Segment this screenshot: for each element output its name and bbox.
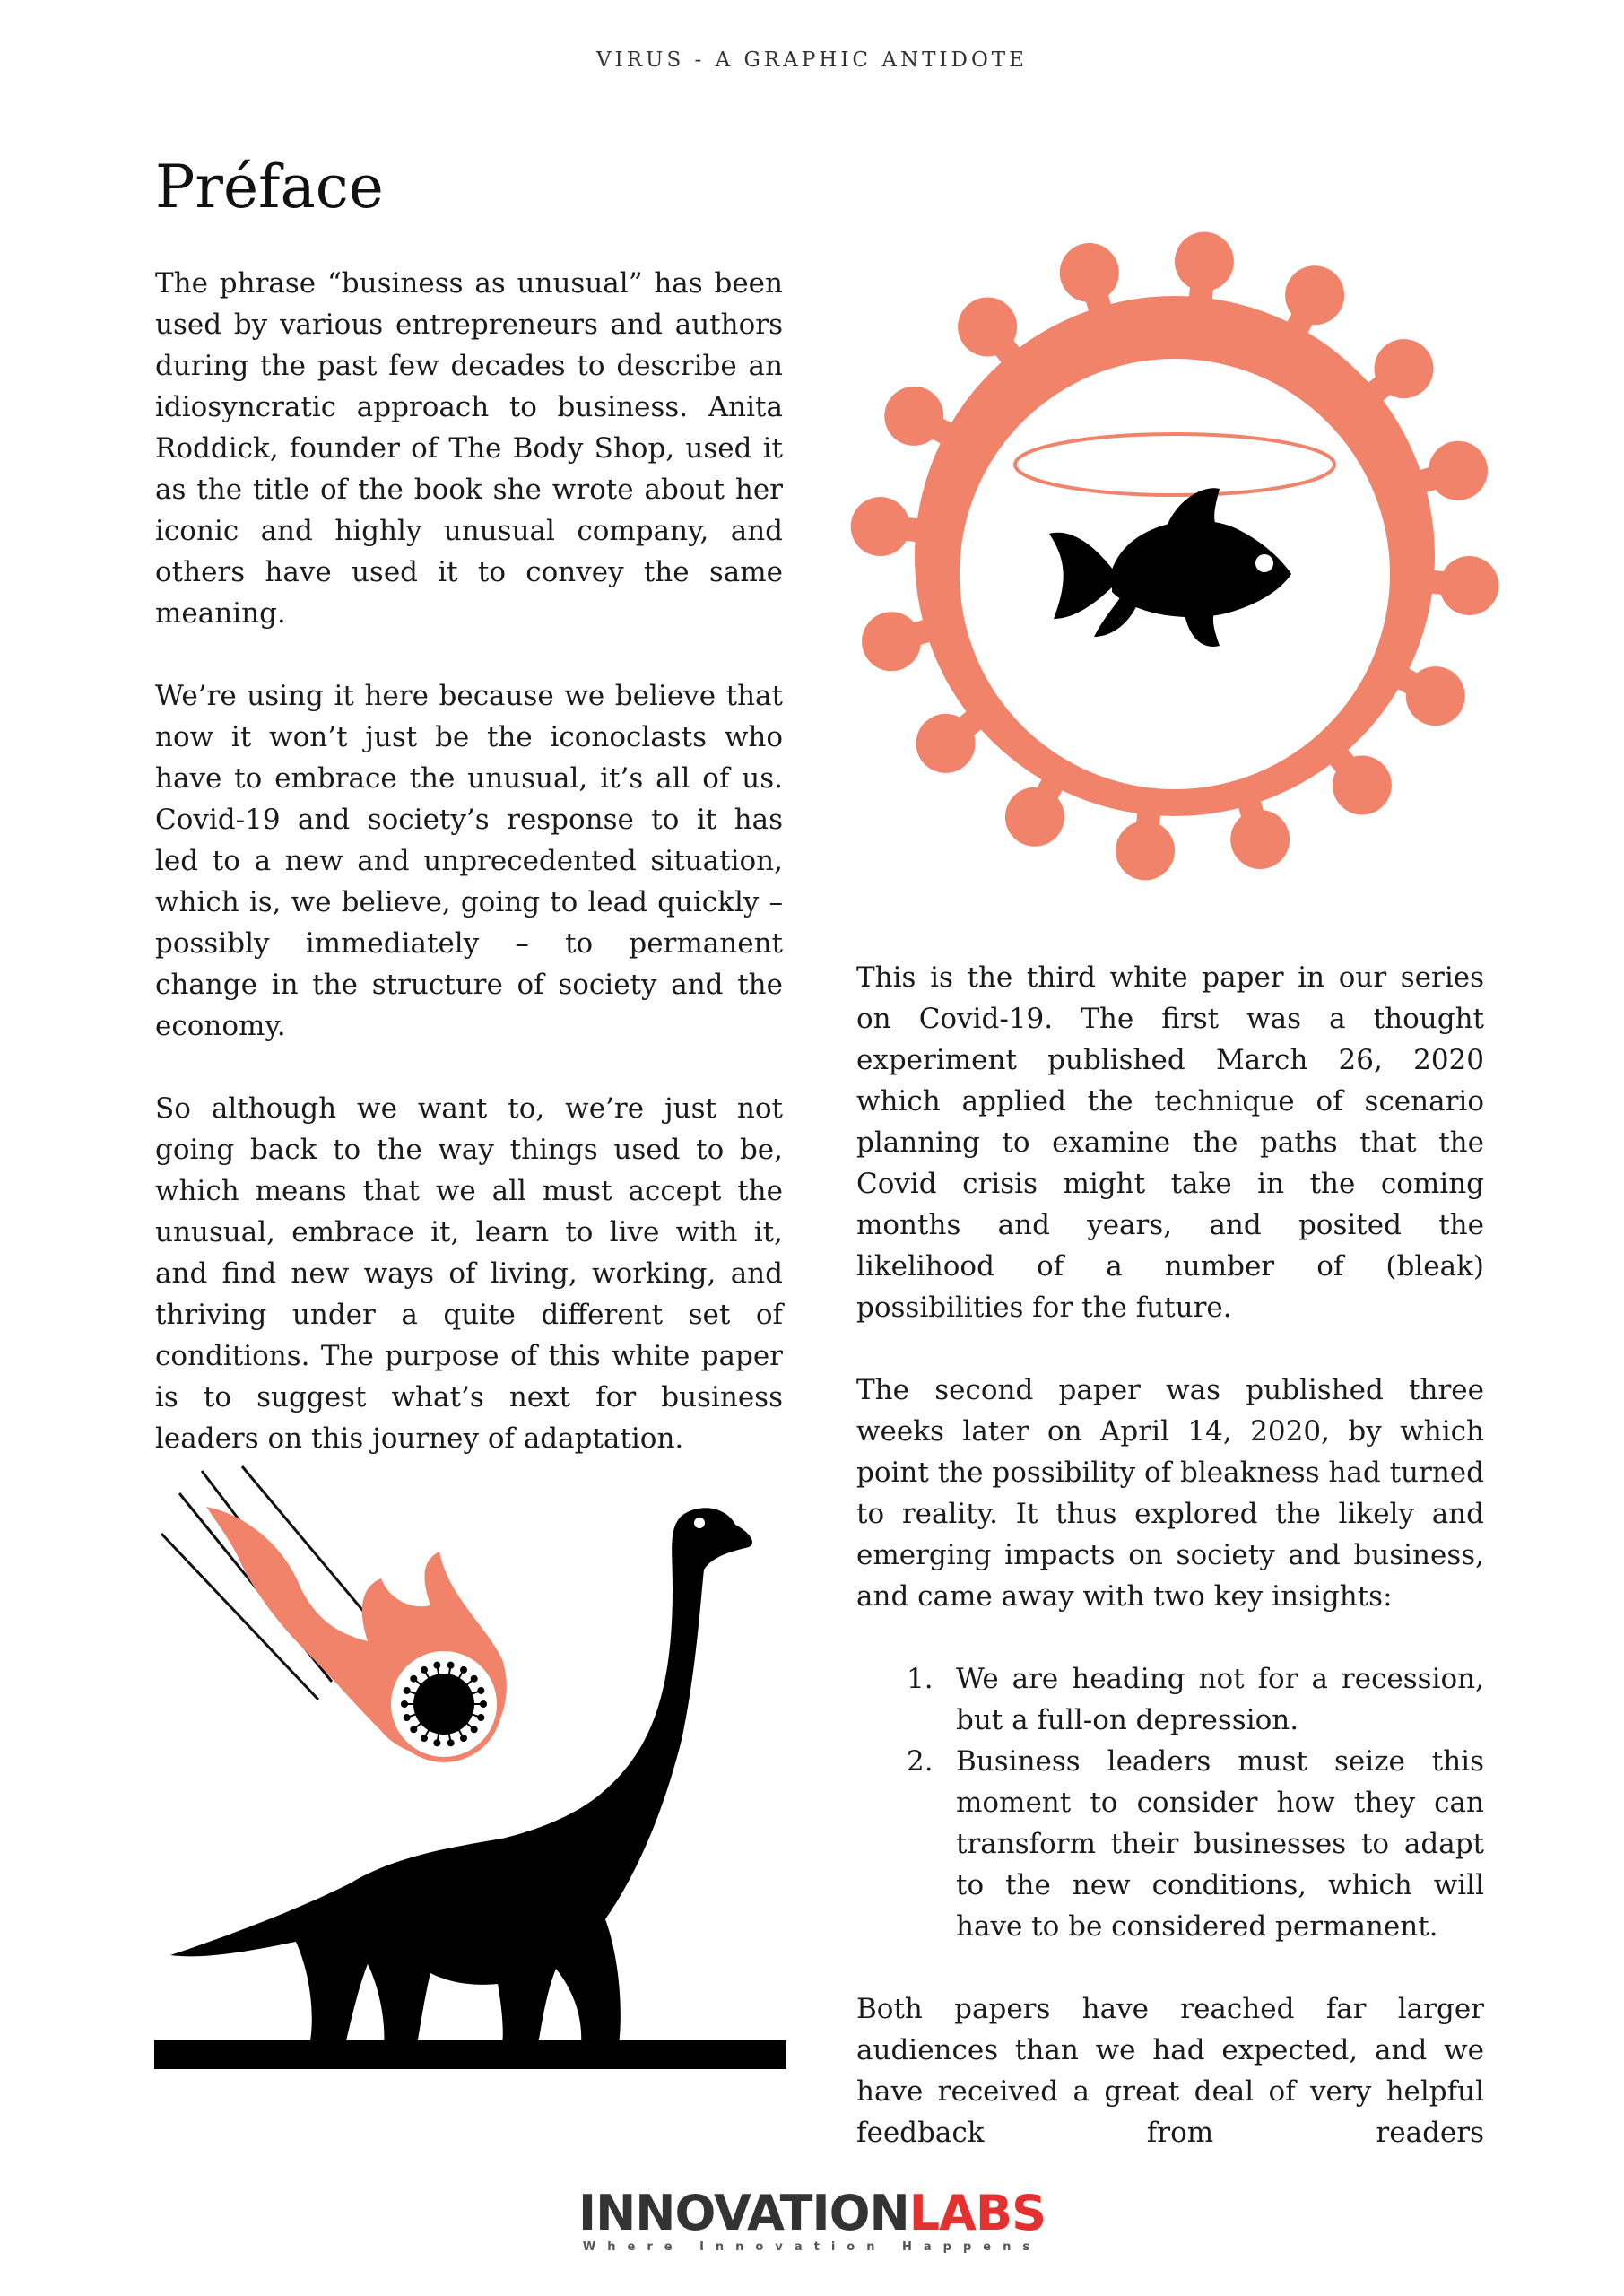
virus-spike-head [1060, 243, 1119, 302]
virus-spike-head [851, 497, 910, 556]
virus-spike-head [1230, 810, 1290, 869]
innovationlabs-logo [0, 2185, 1624, 2254]
virus-spike-head [460, 1666, 467, 1674]
paragraph: This is the third white paper in our series on Covid-19. The first was a thought experiment published March 26, 2020 which applied the technique of scenario planning to examine the paths that the Covid crisis might take in the coming months and years, and posited the likelihood of a number of (bleak) possibilities for the future. [856, 961, 1484, 1324]
dinosaur-eye [694, 1518, 705, 1528]
right-column [856, 957, 1484, 2195]
virus-spike-head [460, 1735, 467, 1742]
list-number: 2. [907, 1745, 934, 1778]
list-number: 1. [907, 1663, 934, 1695]
virus-spike-head [1374, 339, 1433, 398]
logo-tagline: Where Innovation Happens [582, 2240, 1042, 2254]
virus-spike-head [1333, 755, 1392, 814]
list-text: Business leaders must seize this moment to consider how they can transform their businesses to adapt to the new conditions, which will have to be considered permanent. [956, 1745, 1484, 1943]
paragraph: Both papers have reached far larger audiences than we had expected, and we have received a great deal of very helpful feedback from readers [856, 1993, 1484, 2149]
dinosaur-meteor-illustration [152, 1453, 789, 2081]
virus-spike-head [1439, 556, 1498, 615]
running-header: VIRUS - A GRAPHIC ANTIDOTE [596, 48, 1028, 72]
list-item [856, 1741, 1484, 1947]
virus-spike-head [958, 298, 1017, 357]
list-text: We are heading not for a recession, but a full-on depression. [956, 1663, 1484, 1736]
logo-text-innovation: INNOVATION [578, 2185, 909, 2241]
paragraph: The second paper was published three weeks later on April 14, 2020, by which point the possibility of bleakness had turned to reality. It thus explored the likely and emerging impacts on society and business, and came away with two key insights: [856, 1374, 1484, 1613]
page-title: Préface [155, 152, 384, 222]
virus-spike-head [421, 1666, 428, 1674]
virus-fishbowl-illustration [843, 215, 1507, 897]
virus-spike-head [1285, 265, 1344, 325]
goldfish-eye [1255, 554, 1273, 572]
virus-spike-head [421, 1735, 428, 1742]
logo-text-labs: LABS [908, 2185, 1046, 2241]
left-column [155, 263, 783, 1500]
virus-spike-head [862, 612, 921, 671]
virus-core [413, 1674, 474, 1735]
virus-spike-head [1406, 666, 1465, 726]
virus-spike-head [916, 714, 976, 773]
list-item [856, 1658, 1484, 1741]
virus-spike-head [1429, 441, 1488, 500]
paragraph: The phrase “business as unusual” has been used by various entrepreneurs and authors during the past few decades to describe an idiosyncratic approach to business. Anita Roddick, founder of The Body Shop, used it as the title of the book she wrote about her iconic and highly unusual company, and others have used it to convey the same meaning. [155, 267, 783, 630]
ground-bar [154, 2040, 786, 2069]
virus-spike-head [1116, 821, 1175, 880]
virus-spike-head [1005, 787, 1064, 847]
paragraph: So although we want to, we’re just not going back to the way things used to be, which means that we all must accept the unusual, embrace it, learn to live with it, and find new ways of living, working, and thriving under a quite different set of conditions. The purpose of this white paper is to suggest what’s next for business leaders on this journey of adaptation. [155, 1092, 783, 1455]
virus-spike-head [1175, 232, 1234, 291]
paragraph: We’re using it here because we believe that now it won’t just be the iconoclasts who have to embrace the unusual, it’s all of us. Covid-19 and society’s response to it has led to a new and unprecedented situation, which is, we believe, going to lead quickly – possibly immediately – to permanent change in the structure of society and the economy. [155, 680, 783, 1042]
virus-spike-head [884, 387, 943, 446]
insights-list [856, 1658, 1484, 1947]
